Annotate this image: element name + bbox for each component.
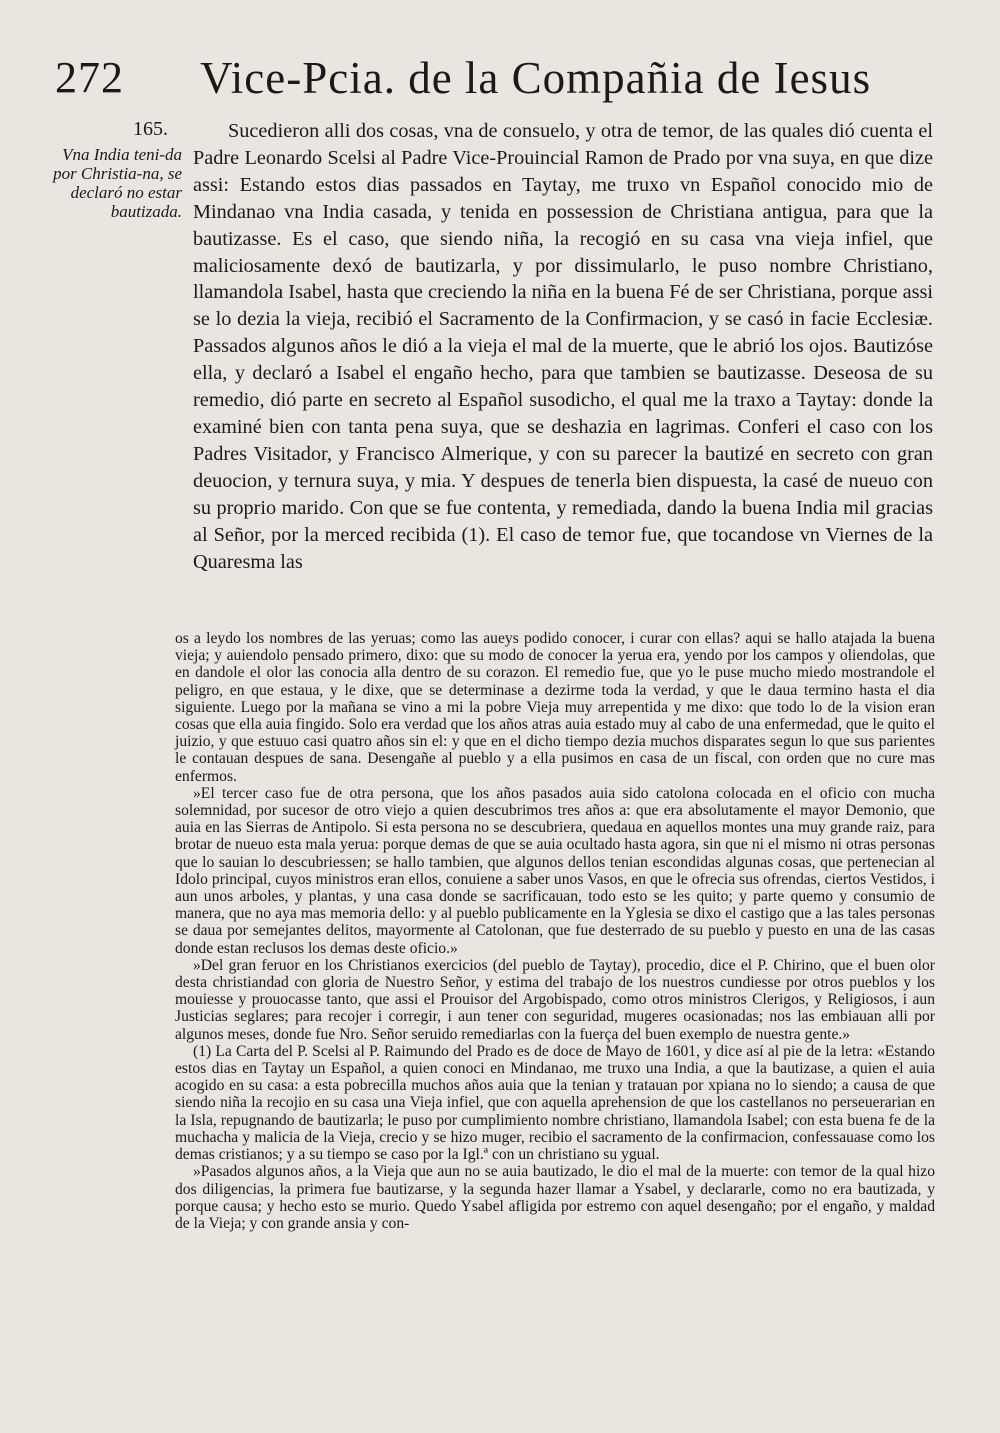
footnote-paragraph-carta: (1) La Carta del P. Scelsi al P. Raimundo del Prado es de doce de Mayo de 1601, y dice así al pie de la letra: «Estando estos dias en Taytay un Español, a quien conoci en Mindanao, me truxo una India, a que la bautizase, a quien el auia acogido en su casa: a esta pobrecilla muchos años auia que la tenian y tratauan por xpiana no lo siendo; a causa de que siendo niña la recojio en su casa una Vieja infiel, que con aquella aprehension de que los castellanos no perseuerarian en la Isla, repugnando de bautizarla; le puso por cumplimiento nombre christiano, llamandola Isabel; con esta buena fe de la muchacha y malicia de la Vieja, crecio y se hizo muger, recibio el sacramento de la confirmacion, confessauase como los demas cristianos; y a su tiempo se caso por la Igl.ª con un christiano su ygual. xyxy=(175,1042,935,1164)
main-paragraph: Sucedieron alli dos cosas, vna de consuelo, y otra de temor, de las quales dió cuenta el Padre Leonardo Scelsi al Padre Vice-Prouincial Ramon de Prado por vna suya, en que dize assi: Estando estos dias passados en Taytay, me truxo vn Español conocido mio de Mindanao vna India casada, y tenida en possession de Christiana antigua, para que la bautizasse. Es el caso, que siendo niña, la recogió en su casa vna vieja infiel, que maliciosamente dexó de bautizarla, y por dissimularlo, le puso nombre Christiano, llamandola Isabel, hasta que creciendo la niña en la buena Fé de ser Christiana, porque assi se lo dezia la vieja, recibió el Sacramento de la Confirmacion, y se casó in facie Ecclesiæ. Passados algunos años le dió a la vieja el mal de la muerte, que le abrió los ojos. Bautizóse ella, y declaró a Isabel el engaño hecho, para que tambien se bautizasse. Deseosa de su remedio, dió parte en secreto al Español susodicho, el qual me la traxo a Taytay: donde la examiné bien con tanta pena suya, que se deshazia en lagrimas. Conferi el caso con los Padres Visitador, y Francisco Almerique, y con su parecer la bautizé en secreto con gran deuocion, y ternura suya, y mia. Y despues de tenerla bien dispuesta, la casé de nueuo con su proprio marido. Con que se fue contenta, y remediada, dando la buena India mil gracias al Señor, por la merced recibida (1). El caso de temor fue, que tocandose vn Viernes de la Quaresma las xyxy=(193,120,933,573)
footnote-paragraph-tercer-caso: »El tercer caso fue de otra persona, que los años pasados auia sido catolona colocada en el oficio con mucha solemnidad, por sucesor de otro viejo a quien descubrimos tres años a: que era absolutamente el mayor Demonio, que auia en las Sierras de Antipolo. Si esta persona no se descubriera, quedaua en aquellos montes una muy grande raiz, para brotar de nueuo esta mala yerua: porque demas de que se auia ocultado hasta agora, sin que ni el mismo ni otras personas que lo sauian lo descubriessen; se hallo tambien, que algunos dellos tenian escondidas algunas cosas, que pertenecian al Idolo principal, cuyos ministros eran ellos, conuiene a saber unos Vasos, en que le ofrecia sus ofrendas, ciertos Vestidos, i aun unos arboles, y plantas, y una casa donde se sacrificauan, todo esto se les quito; y parte quemo y consumio de manera, que no aya mas memoria dello: y al pueblo publicamente en la Yglesia se dixo el castigo que a las tales personas se daua por semejantes delitos, mayormente al Catolonan, que fue desterrado de su pueblo y puesto en una de las casas donde estan reclusos los demas deste oficio.» xyxy=(175,784,935,957)
footnotes-block xyxy=(175,630,935,1232)
page-number: 272 xyxy=(55,53,124,102)
running-head xyxy=(55,52,930,112)
marginal-gloss: Vna India teni-da por Christia-na, se declaró no estar bautizada. xyxy=(53,145,182,221)
page-title: Vice-Pcia. de la Compañia de Iesus xyxy=(200,53,872,103)
footnote-paragraph-continuation: os a leydo los nombres de las yeruas; como las aueys podido conocer, i curar con ellas? aqui se hallo atajada la buena vieja; y auiendolo pensado primero, dixo: que su modo de conocer la yerua era, yendo por los campos y oliendolas, que en dandole el olor las conocia alla dentro de su corazon. El remedio fue, que yo le puse mucho miedo mostrandole el peligro, en que estaua, y le dixe, que se determinase a dezirme toda la verdad, y que le daua termino hasta el dia siguiente. Luego por la mañana se vino a mi la pobre Vieja muy arrepentida y me dixo: que todo lo de la vision eran cosas que ella auia fingido. Solo era verdad que los años atras auia estado muy al cabo de una enfermedad, que le quito el juizio, y que estuuo casi quatro años sin el: y que en el dicho tiempo dezia muchos disparates segun lo que sus parientes le contauan despues de sana. Desengañe al pueblo y a ella pusimos en casa de un fiscal, con orden que no cure mas enfermos. xyxy=(175,630,935,785)
margin-note xyxy=(50,118,182,221)
footnote-paragraph-pasados: »Pasados algunos años, a la Vieja que aun no se auia bautizado, le dio el mal de la muerte: con temor de la qual hizo dos diligencias, la primera fue bautizarse, y la segunda hazer llamar a Ysabel, y declararle, como no era bautizada, y porque causa; y hecho esto se murio. Quedo Ysabel afligida por estremo con aquel desengaño; por el engaño, y maldad de la Vieja; y con grande ansia y con- xyxy=(175,1163,935,1232)
footnote-paragraph-feruor: »Del gran feruor en los Christianos exercicios (del pueblo de Taytay), procedio, dice el P. Chirino, que el buen olor desta christiandad con gloria de Nuestro Señor, y estima del trabajo de los nuestros cundiesse por otros pueblos y los mouiesse y prouocasse tanto, que assi el Prouisor del Argobispado, como otros ministros Clerigos, y Religiosos, i aun Justicias seglares; para recojer i corregir, i aun tener con seguridad, mugeres ocasionadas; nos las embiauan alli por algunos meses, donde fue Nro. Señor seruido remediarlas con la fuerça del buen exemplo de nuestra gente.» xyxy=(175,956,935,1043)
paragraph-number: 165. xyxy=(133,118,168,140)
main-text-block xyxy=(193,118,933,575)
